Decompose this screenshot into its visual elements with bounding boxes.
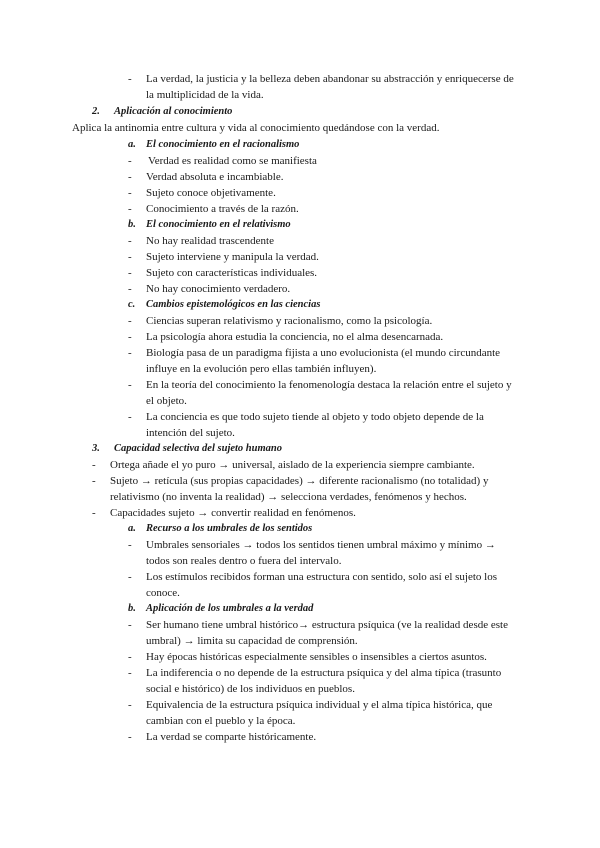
subsection-heading xyxy=(128,297,320,313)
bullet-dash: - xyxy=(128,267,132,279)
list-item: Capacidades sujeto → convertir realidad en fenómenos. xyxy=(110,507,356,519)
subsection-letter: a. xyxy=(128,139,136,150)
subsection-title: Recurso a los umbrales de los sentidos xyxy=(146,523,313,534)
section-3-number: 3. xyxy=(92,443,100,454)
list-item: Sujeto interviene y manipula la verdad. xyxy=(146,251,319,263)
list-item: La indiferencia o no depende de la estructura psíquica y del alma típica (trasunto xyxy=(146,667,502,679)
bullet-dash: - xyxy=(128,235,132,247)
bullet-dash: - xyxy=(128,667,132,679)
subsection-letter: a. xyxy=(128,523,136,534)
list-item: La psicología ahora estudia la conciencia, no el alma desencarnada. xyxy=(146,331,444,343)
list-item: Hay épocas históricas especialmente sensibles o insensibles a ciertos asuntos. xyxy=(146,651,487,663)
section-2-intro: Aplica la antinomia entre cultura y vida al conocimiento quedándose con la verdad. xyxy=(72,122,440,134)
bullet-dash: - xyxy=(128,347,132,359)
subsection-letter: b. xyxy=(128,219,136,230)
bullet-dash: - xyxy=(128,283,132,295)
subsection-letter: c. xyxy=(128,299,136,310)
list-item-continuation: cambian con el pueblo y la época. xyxy=(146,715,296,727)
section-3-heading xyxy=(92,441,282,457)
subsection-title: El conocimiento en el racionalismo xyxy=(146,139,300,150)
bullet-dash: - xyxy=(92,475,96,487)
list-item: Sujeto conoce objetivamente. xyxy=(146,187,276,199)
section-2-heading xyxy=(92,104,232,120)
list-item: Ser humano tiene umbral histórico→ estructura psíquica (ve la realidad desde este xyxy=(146,619,508,631)
list-item: Equivalencia de la estructura psíquica individual y el alma típica histórica, que xyxy=(146,699,493,711)
section-3-title: Capacidad selectiva del sujeto humano xyxy=(114,443,282,454)
subsection-title: Cambios epistemológicos en las ciencias xyxy=(146,299,321,310)
list-item: No hay conocimiento verdadero. xyxy=(146,283,291,295)
intro-text-line: La verdad, la justicia y la belleza deben abandonar su abstracción y enriquecerse de xyxy=(146,73,514,85)
bullet-dash: - xyxy=(128,203,132,215)
subsection-heading xyxy=(128,137,299,153)
list-item-continuation: influye en la evolución pero ellas también influyen). xyxy=(146,363,377,375)
list-item-continuation: conoce. xyxy=(146,587,180,599)
list-item: Sujeto con características individuales. xyxy=(146,267,318,279)
bullet-dash: - xyxy=(128,411,132,423)
bullet-dash: - xyxy=(128,251,132,263)
subsection-title: Aplicación de los umbrales a la verdad xyxy=(146,603,314,614)
bullet-dash: - xyxy=(128,731,132,743)
subsection-heading xyxy=(128,521,312,537)
bullet-dash: - xyxy=(128,571,132,583)
list-item-continuation: umbral) → limita su capacidad de comprensión. xyxy=(146,635,358,647)
bullet-dash: - xyxy=(92,507,96,519)
bullet-dash: - xyxy=(128,619,132,631)
subsection-letter: b. xyxy=(128,603,136,614)
bullet-dash: - xyxy=(128,699,132,711)
intro-text-line: la multiplicidad de la vida. xyxy=(146,89,264,101)
list-item: Verdad es realidad como se manifiesta xyxy=(148,155,317,167)
subsection-title: El conocimiento en el relativismo xyxy=(146,219,291,230)
subsection-heading xyxy=(128,601,313,617)
bullet-dash: - xyxy=(128,539,132,551)
bullet-dash: - xyxy=(128,155,132,167)
bullet-dash: - xyxy=(128,331,132,343)
list-item: La conciencia es que todo sujeto tiende al objeto y todo objeto depende de la xyxy=(146,411,484,423)
list-item: Ortega añade el yo puro → universal, aislado de la experiencia siempre cambiante. xyxy=(110,459,475,471)
bullet-dash: - xyxy=(128,171,132,183)
subsection-heading xyxy=(128,217,291,233)
list-item-continuation: relativismo (no inventa la realidad) → selecciona verdades, fenómenos y hechos. xyxy=(110,491,467,503)
list-item: Ciencias superan relativismo y racionalismo, como la psicología. xyxy=(146,315,433,327)
list-item-continuation: todos son reales dentro o fuera del intervalo. xyxy=(146,555,342,567)
bullet-dash: - xyxy=(128,73,132,85)
list-item: Biología pasa de un paradigma fijista a uno evolucionista (el mundo circundante xyxy=(146,347,501,359)
section-2-number: 2. xyxy=(92,106,100,117)
list-item: En la teoría del conocimiento la fenomenología destaca la relación entre el sujeto y xyxy=(146,379,512,391)
list-item: La verdad se comparte históricamente. xyxy=(146,731,317,743)
list-item: Verdad absoluta e incambiable. xyxy=(146,171,284,183)
list-item: Sujeto → retícula (sus propias capacidades) → diferente racionalismo (no totalidad) y xyxy=(110,475,489,487)
list-item: Conocimiento a través de la razón. xyxy=(146,203,299,215)
bullet-dash: - xyxy=(92,459,96,471)
section-2-title: Aplicación al conocimiento xyxy=(114,106,233,117)
list-item-continuation: el objeto. xyxy=(146,395,187,407)
list-item: No hay realidad trascendente xyxy=(146,235,274,247)
list-item-continuation: social e histórico) de los individuos en pueblos. xyxy=(146,683,355,695)
bullet-dash: - xyxy=(128,651,132,663)
bullet-dash: - xyxy=(128,187,132,199)
list-item: Los estímulos recibidos forman una estructura con sentido, solo así el sujeto los xyxy=(146,571,498,583)
bullet-dash: - xyxy=(128,315,132,327)
list-item: Umbrales sensoriales → todos los sentidos tienen umbral máximo y mínimo → xyxy=(146,539,496,551)
list-item-continuation: intención del sujeto. xyxy=(146,427,235,439)
bullet-dash: - xyxy=(128,379,132,391)
